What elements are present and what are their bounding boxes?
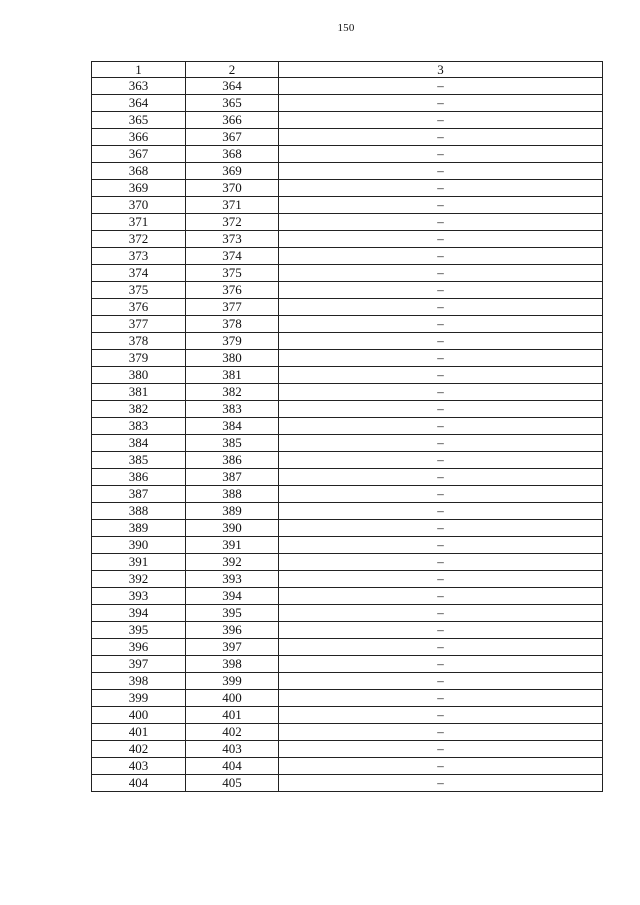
table-row: [92, 435, 603, 452]
table-row: [92, 537, 603, 554]
table-cell-col-3: –: [279, 282, 603, 299]
table-cell-col-2: 400: [186, 690, 279, 707]
table-cell-col-1: 401: [92, 724, 186, 741]
table-cell-col-1: 376: [92, 299, 186, 316]
table-cell-col-1: 395: [92, 622, 186, 639]
table-cell-col-2: 385: [186, 435, 279, 452]
table-cell-col-2: 383: [186, 401, 279, 418]
table-cell-col-3: –: [279, 95, 603, 112]
table-cell-col-2: 394: [186, 588, 279, 605]
table-cell-col-2: 375: [186, 265, 279, 282]
table-cell-col-3: –: [279, 724, 603, 741]
table-row: [92, 384, 603, 401]
table-cell-col-1: 394: [92, 605, 186, 622]
table-cell-col-3: –: [279, 265, 603, 282]
table-row: [92, 469, 603, 486]
table-cell-col-1: 398: [92, 673, 186, 690]
column-header-2: 2: [186, 62, 279, 78]
table-cell-col-2: 380: [186, 350, 279, 367]
table-cell-col-3: –: [279, 112, 603, 129]
table-cell-col-3: –: [279, 690, 603, 707]
table-cell-col-1: 370: [92, 197, 186, 214]
table-cell-col-1: 391: [92, 554, 186, 571]
table-cell-col-3: –: [279, 486, 603, 503]
table-cell-col-3: –: [279, 741, 603, 758]
table-cell-col-1: 384: [92, 435, 186, 452]
table-cell-col-3: –: [279, 180, 603, 197]
table-cell-col-3: –: [279, 384, 603, 401]
table-row: [92, 520, 603, 537]
table-cell-col-3: –: [279, 503, 603, 520]
table-cell-col-2: 392: [186, 554, 279, 571]
table-cell-col-2: 377: [186, 299, 279, 316]
table-row: [92, 282, 603, 299]
table-cell-col-2: 405: [186, 775, 279, 792]
table-cell-col-3: –: [279, 656, 603, 673]
table-cell-col-3: –: [279, 588, 603, 605]
table-cell-col-1: 372: [92, 231, 186, 248]
table-cell-col-1: 397: [92, 656, 186, 673]
table-row: [92, 401, 603, 418]
page-number: 150: [337, 22, 355, 34]
table-cell-col-2: 373: [186, 231, 279, 248]
table-cell-col-2: 391: [186, 537, 279, 554]
table-cell-col-2: 388: [186, 486, 279, 503]
table-cell-col-3: –: [279, 129, 603, 146]
table-cell-col-1: 369: [92, 180, 186, 197]
table-row: [92, 758, 603, 775]
table-cell-col-1: 375: [92, 282, 186, 299]
table-cell-col-3: –: [279, 418, 603, 435]
table-cell-col-3: –: [279, 520, 603, 537]
table-cell-col-1: 377: [92, 316, 186, 333]
table-cell-col-2: 398: [186, 656, 279, 673]
table-row: [92, 95, 603, 112]
table-cell-col-1: 390: [92, 537, 186, 554]
table-cell-col-1: 373: [92, 248, 186, 265]
table-cell-col-3: –: [279, 639, 603, 656]
table-row: [92, 129, 603, 146]
table-row: [92, 197, 603, 214]
table-cell-col-2: 403: [186, 741, 279, 758]
table-row: [92, 724, 603, 741]
table-cell-col-3: –: [279, 299, 603, 316]
table-cell-col-2: 390: [186, 520, 279, 537]
table-cell-col-1: 366: [92, 129, 186, 146]
table-cell-col-1: 387: [92, 486, 186, 503]
table-cell-col-1: 392: [92, 571, 186, 588]
table-cell-col-1: 371: [92, 214, 186, 231]
table-cell-col-2: 376: [186, 282, 279, 299]
table-row: [92, 78, 603, 95]
table-row: [92, 656, 603, 673]
table-cell-col-2: 374: [186, 248, 279, 265]
table-cell-col-2: 372: [186, 214, 279, 231]
table-cell-col-1: 365: [92, 112, 186, 129]
table-cell-col-3: –: [279, 197, 603, 214]
table-row: [92, 333, 603, 350]
table-row: [92, 707, 603, 724]
table-cell-col-2: 382: [186, 384, 279, 401]
table-cell-col-1: 380: [92, 367, 186, 384]
table-cell-col-3: –: [279, 214, 603, 231]
column-header-1: 1: [92, 62, 186, 78]
table-cell-col-1: 382: [92, 401, 186, 418]
table-cell-col-3: –: [279, 333, 603, 350]
table-cell-col-2: 401: [186, 707, 279, 724]
table-cell-col-1: 402: [92, 741, 186, 758]
table-row: [92, 316, 603, 333]
table-cell-col-2: 399: [186, 673, 279, 690]
table-cell-col-3: –: [279, 537, 603, 554]
table-cell-col-2: 389: [186, 503, 279, 520]
table-cell-col-2: 366: [186, 112, 279, 129]
table-cell-col-1: 367: [92, 146, 186, 163]
table-row: [92, 622, 603, 639]
table-row: [92, 690, 603, 707]
table-row: [92, 248, 603, 265]
table-row: [92, 163, 603, 180]
table-cell-col-2: 387: [186, 469, 279, 486]
table-cell-col-1: 363: [92, 78, 186, 95]
table-row: [92, 367, 603, 384]
table-row: [92, 299, 603, 316]
table-row: [92, 571, 603, 588]
table-cell-col-3: –: [279, 367, 603, 384]
data-table: [91, 61, 603, 792]
table-cell-col-1: 386: [92, 469, 186, 486]
table-row: [92, 231, 603, 248]
table-cell-col-2: 397: [186, 639, 279, 656]
table-header: [92, 62, 603, 78]
table-row: [92, 180, 603, 197]
table-cell-col-2: 381: [186, 367, 279, 384]
table-cell-col-2: 393: [186, 571, 279, 588]
table-cell-col-3: –: [279, 571, 603, 588]
table-cell-col-2: 402: [186, 724, 279, 741]
table-cell-col-3: –: [279, 350, 603, 367]
table-cell-col-2: 379: [186, 333, 279, 350]
table-cell-col-3: –: [279, 78, 603, 95]
table-cell-col-3: –: [279, 622, 603, 639]
table-cell-col-1: 374: [92, 265, 186, 282]
table-row: [92, 146, 603, 163]
table-row: [92, 214, 603, 231]
table-cell-col-2: 384: [186, 418, 279, 435]
table-cell-col-1: 378: [92, 333, 186, 350]
table-cell-col-1: 364: [92, 95, 186, 112]
table-cell-col-2: 368: [186, 146, 279, 163]
table-cell-col-2: 395: [186, 605, 279, 622]
table-cell-col-2: 369: [186, 163, 279, 180]
table-cell-col-1: 379: [92, 350, 186, 367]
column-header-3: 3: [279, 62, 603, 78]
table-cell-col-3: –: [279, 231, 603, 248]
table-cell-col-2: 364: [186, 78, 279, 95]
header-row: [92, 62, 603, 78]
table-cell-col-1: 381: [92, 384, 186, 401]
table-row: [92, 673, 603, 690]
table-cell-col-1: 399: [92, 690, 186, 707]
table-cell-col-1: 385: [92, 452, 186, 469]
table-row: [92, 265, 603, 282]
table-cell-col-1: 403: [92, 758, 186, 775]
table-row: [92, 452, 603, 469]
table-cell-col-2: 371: [186, 197, 279, 214]
table-row: [92, 418, 603, 435]
table-cell-col-3: –: [279, 673, 603, 690]
table-cell-col-1: 383: [92, 418, 186, 435]
table-cell-col-2: 396: [186, 622, 279, 639]
table-row: [92, 639, 603, 656]
table-cell-col-3: –: [279, 605, 603, 622]
table-cell-col-3: –: [279, 758, 603, 775]
table-cell-col-2: 386: [186, 452, 279, 469]
table-cell-col-2: 370: [186, 180, 279, 197]
table-cell-col-3: –: [279, 163, 603, 180]
table-cell-col-1: 389: [92, 520, 186, 537]
table-cell-col-1: 368: [92, 163, 186, 180]
table-cell-col-3: –: [279, 435, 603, 452]
table-cell-col-3: –: [279, 248, 603, 265]
table-row: [92, 554, 603, 571]
table-cell-col-3: –: [279, 316, 603, 333]
table-row: [92, 112, 603, 129]
table-cell-col-1: 396: [92, 639, 186, 656]
table-cell-col-1: 388: [92, 503, 186, 520]
table-row: [92, 588, 603, 605]
table-cell-col-3: –: [279, 707, 603, 724]
table-row: [92, 503, 603, 520]
table-cell-col-2: 378: [186, 316, 279, 333]
table-row: [92, 486, 603, 503]
table-body: [92, 78, 603, 792]
table-cell-col-3: –: [279, 469, 603, 486]
table-row: [92, 775, 603, 792]
table-cell-col-1: 400: [92, 707, 186, 724]
table-cell-col-3: –: [279, 775, 603, 792]
table-cell-col-3: –: [279, 146, 603, 163]
table-cell-col-3: –: [279, 554, 603, 571]
table-cell-col-1: 393: [92, 588, 186, 605]
table-row: [92, 605, 603, 622]
table-row: [92, 350, 603, 367]
table-row: [92, 741, 603, 758]
table-cell-col-2: 367: [186, 129, 279, 146]
table-cell-col-3: –: [279, 401, 603, 418]
table-cell-col-2: 404: [186, 758, 279, 775]
table-cell-col-3: –: [279, 452, 603, 469]
table-cell-col-1: 404: [92, 775, 186, 792]
table-cell-col-2: 365: [186, 95, 279, 112]
